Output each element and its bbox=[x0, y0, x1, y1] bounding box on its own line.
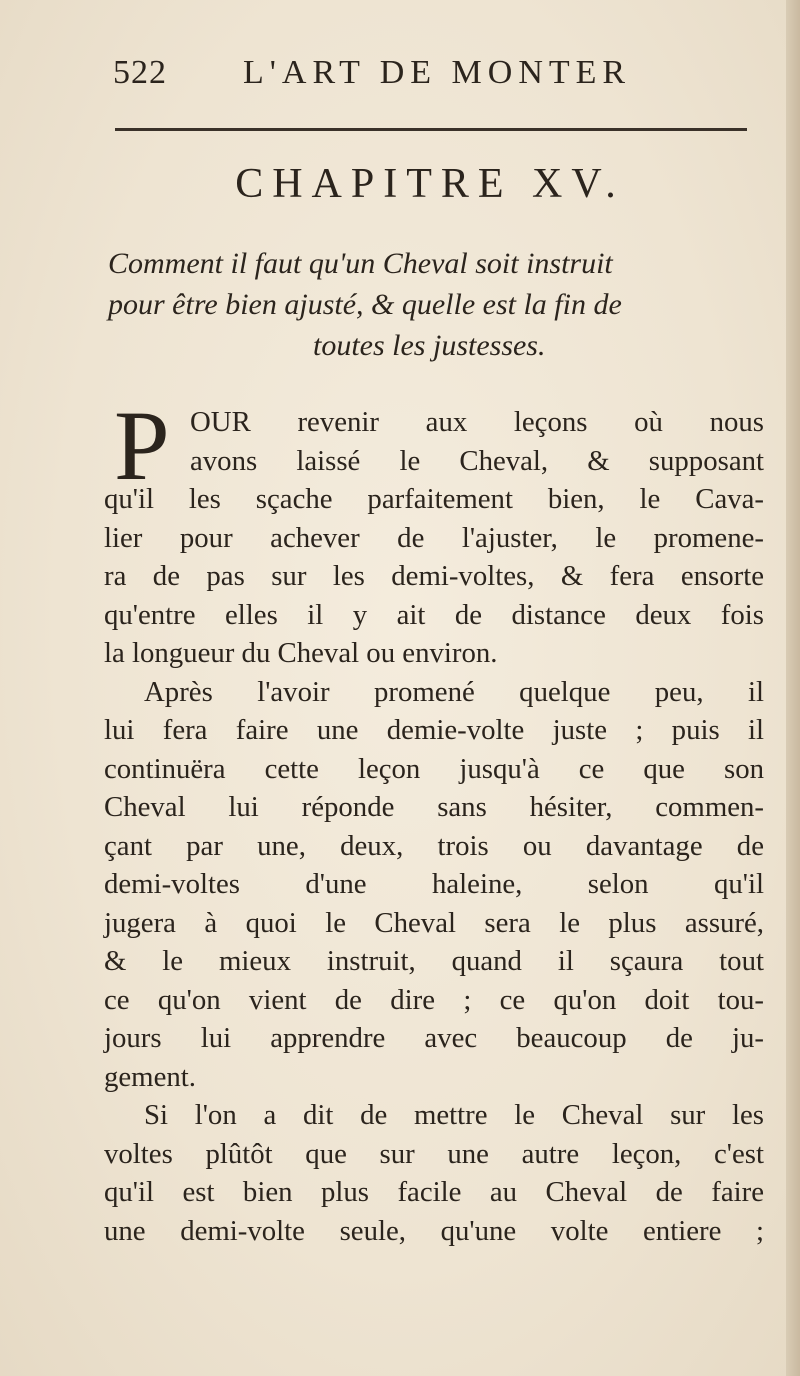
text-line: OUR revenir aux leçons où nous bbox=[190, 406, 764, 438]
text-line: voltes plûtôt que sur une autre leçon, c'est bbox=[104, 1137, 764, 1170]
text-line: gement. bbox=[104, 1060, 196, 1093]
chapter-subtitle bbox=[108, 243, 768, 366]
text-line: une demi-volte seule, qu'une volte entiere ; bbox=[104, 1214, 764, 1247]
text-line: ce qu'on vient de dire ; ce qu'on doit tou- bbox=[104, 983, 764, 1016]
text-line: Après l'avoir promené quelque peu, il bbox=[144, 675, 764, 708]
text-line: jours lui apprendre avec beaucoup de ju- bbox=[104, 1022, 764, 1054]
drop-cap: P bbox=[114, 390, 170, 501]
text-line: qu'il les sçache parfaitement bien, le Cava- bbox=[104, 483, 764, 515]
text-line: & le mieux instruit, quand il sçaura tout bbox=[104, 945, 764, 977]
subtitle-line: pour être bien ajusté, & quelle est la fin de bbox=[108, 288, 622, 321]
text-line: çant par une, deux, trois ou davantage de bbox=[104, 829, 764, 862]
text-line: continuëra cette leçon jusqu'à ce que son bbox=[104, 752, 764, 785]
text-line: Cheval lui réponde sans hésiter, commen- bbox=[104, 791, 764, 823]
chapter-title: CHAPITRE XV. bbox=[235, 161, 625, 207]
text-line: lui fera faire une demie-volte juste ; puis il bbox=[104, 714, 764, 746]
text-line: jugera à quoi le Cheval sera le plus assuré, bbox=[104, 906, 764, 939]
running-title: L'ART DE MONTER bbox=[243, 54, 632, 91]
subtitle-line: Comment il faut qu'un Cheval soit instruit bbox=[108, 247, 613, 280]
text-line: demi-voltes d'une haleine, selon qu'il bbox=[104, 868, 764, 900]
body-text bbox=[104, 390, 764, 1250]
header-rule bbox=[115, 128, 747, 131]
text-line: qu'entre elles il y ait de distance deux fois bbox=[104, 598, 764, 631]
text-line: Si l'on a dit de mettre le Cheval sur les bbox=[144, 1099, 764, 1131]
text-line: ra de pas sur les demi-voltes, & fera ensorte bbox=[104, 560, 764, 592]
running-header bbox=[113, 50, 713, 100]
text-line: la longueur du Cheval ou environ. bbox=[104, 637, 498, 669]
subtitle-line: toutes les justesses. bbox=[313, 329, 546, 362]
page-number: 522 bbox=[113, 54, 167, 91]
text-line: lier pour achever de l'ajuster, le promene- bbox=[104, 521, 764, 554]
text-line: qu'il est bien plus facile au Cheval de faire bbox=[104, 1176, 764, 1208]
text-line: avons laissé le Cheval, & supposant bbox=[190, 444, 764, 477]
